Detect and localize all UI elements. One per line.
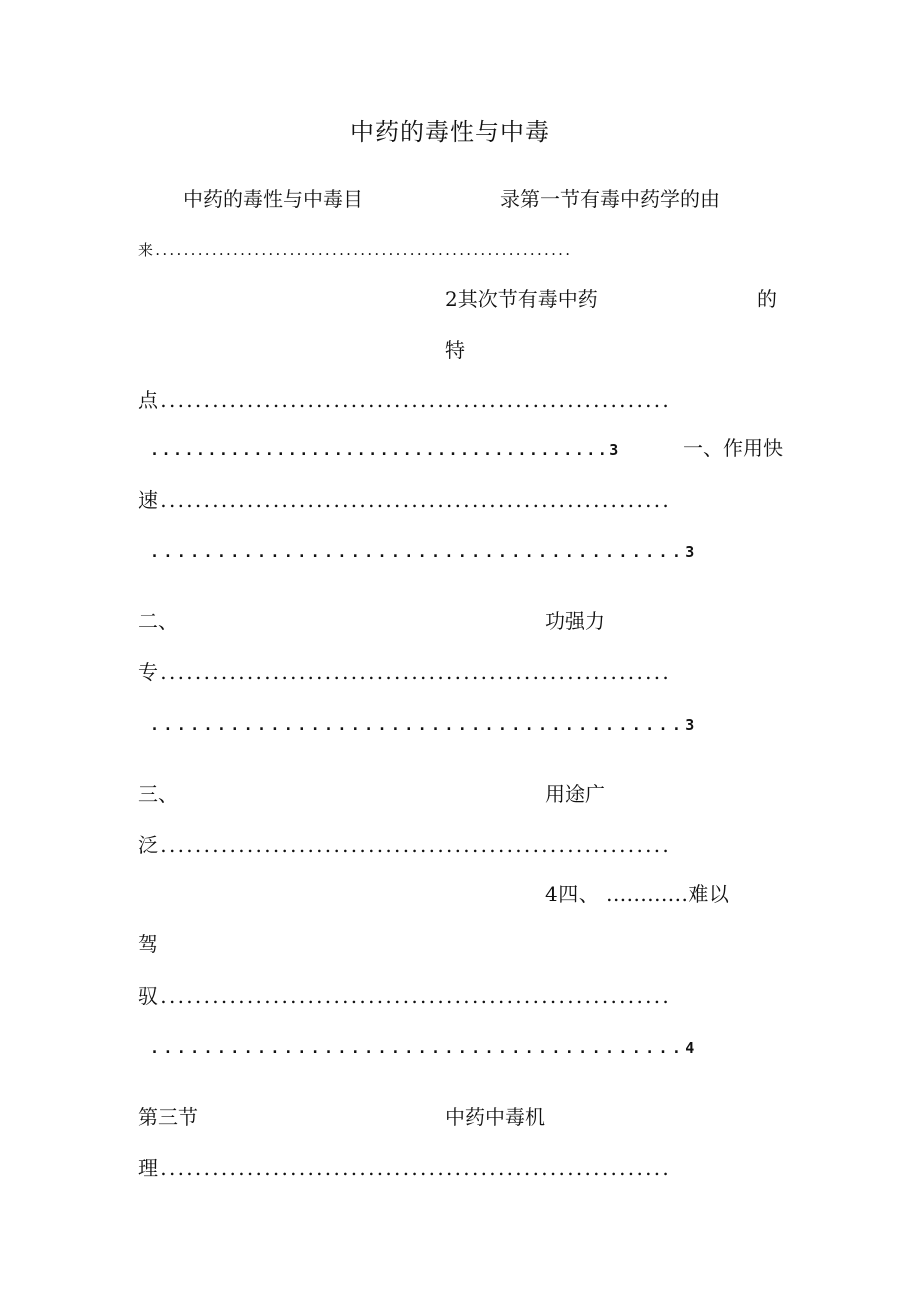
toc-heading: 中药的毒性与中毒目 bbox=[183, 187, 363, 211]
toc-line: 理........................................................... bbox=[138, 1156, 672, 1180]
toc-text: 功强力 bbox=[545, 609, 605, 633]
toc-entry-item-1: 一、作用快 bbox=[683, 436, 783, 460]
toc-page-number: ........................................3 bbox=[150, 716, 699, 734]
toc-entry-item-2: 二、 bbox=[138, 609, 178, 633]
toc-entry-item-4: 4四、 ............难以 bbox=[545, 882, 730, 906]
toc-page-number: ........................................4 bbox=[150, 1039, 699, 1057]
toc-entry-section-3: 第三节 bbox=[138, 1105, 198, 1129]
toc-text: 中药中毒机 bbox=[445, 1105, 545, 1129]
toc-line: 来........................................................... bbox=[138, 241, 573, 259]
page-title: 中药的毒性与中毒 bbox=[350, 118, 550, 146]
toc-entry-item-3: 三、 bbox=[138, 782, 178, 806]
toc-text: 特 bbox=[445, 338, 465, 362]
toc-line: 泛........................................................... bbox=[138, 833, 672, 857]
toc-line: 点........................................................... bbox=[138, 388, 672, 412]
toc-page-number: ........................................3 bbox=[150, 441, 621, 459]
toc-entry-section-1: 录第一节有毒中药学的由 bbox=[500, 187, 720, 211]
toc-page-number: ........................................3 bbox=[150, 543, 699, 561]
toc-entry-section-2: 2其次节有毒中药 bbox=[445, 287, 598, 311]
toc-line: 专........................................................... bbox=[138, 660, 672, 684]
toc-text: 的 bbox=[757, 287, 777, 311]
toc-text: 用途广 bbox=[545, 782, 605, 806]
toc-line: 驭........................................................... bbox=[138, 984, 672, 1008]
toc-text: 驾 bbox=[138, 932, 158, 956]
toc-line: 速........................................................... bbox=[138, 488, 672, 512]
